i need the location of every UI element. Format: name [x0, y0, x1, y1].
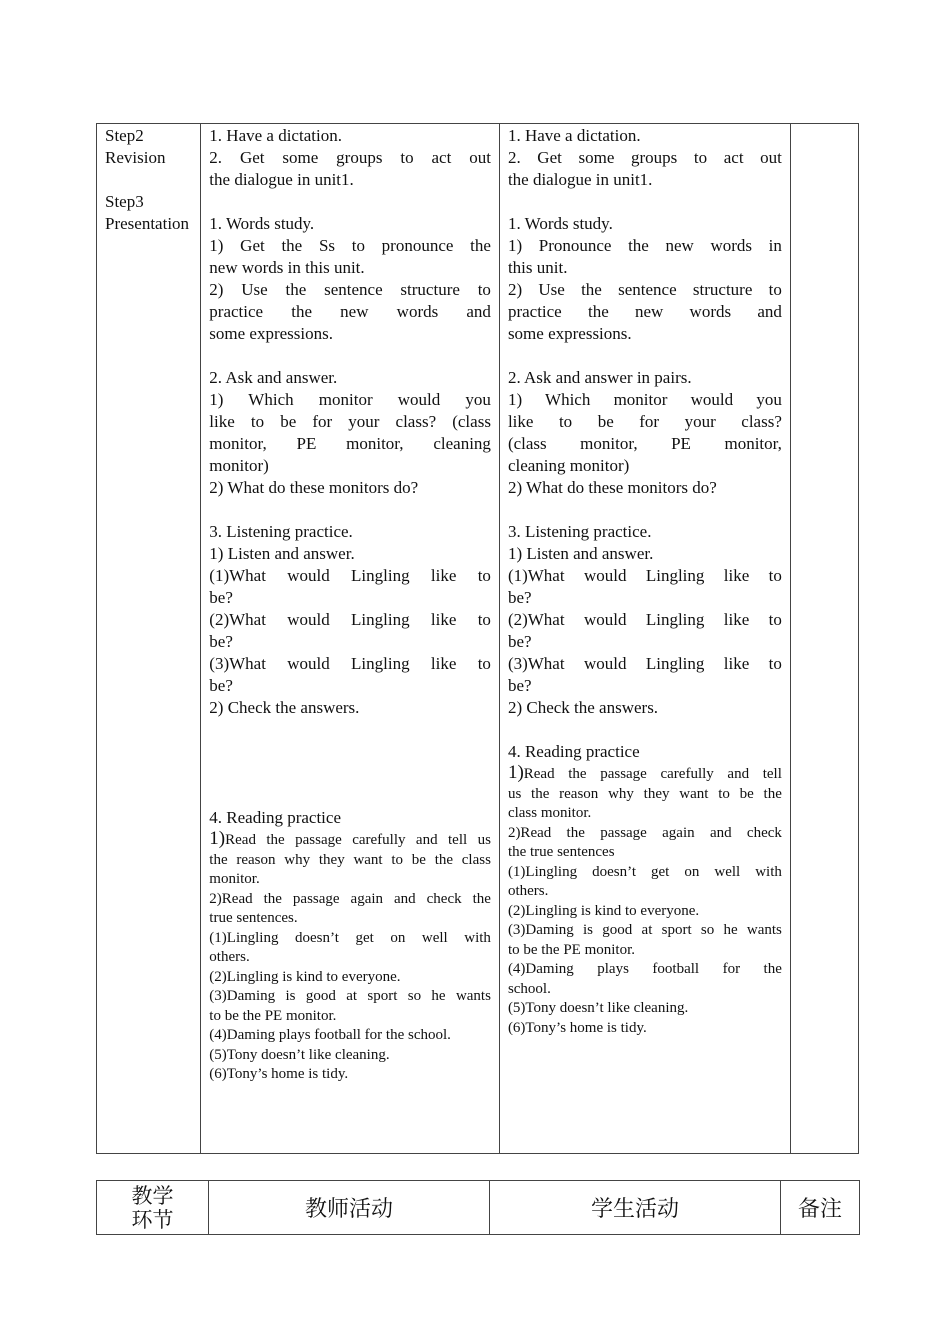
student-line: others.: [507, 883, 549, 899]
teacher-activity-cell: [201, 124, 500, 1154]
teacher-line: 1. Have a dictation.: [209, 126, 342, 145]
student-line: 2. Ask and answer in pairs.: [507, 368, 692, 387]
header-notes: 备注: [781, 1181, 860, 1235]
stage-step2: Step2: [105, 126, 144, 145]
teacher-line: some expressions.: [209, 324, 334, 343]
teacher-line: 2)Read the passage again and check the: [209, 890, 491, 907]
student-line: this unit.: [507, 258, 568, 277]
teacher-line: (4)Daming plays football for the school.: [209, 1027, 451, 1043]
student-reading-title: 4. Reading practice: [507, 742, 640, 761]
header-stage: [97, 1181, 209, 1235]
header-student-activity: 学生活动: [490, 1181, 781, 1235]
teacher-line: (2)Lingling is kind to everyone.: [209, 968, 401, 985]
teacher-line: 1) Get the Ss to pronounce the: [209, 236, 491, 255]
student-line: 2) What do these monitors do?: [507, 478, 717, 497]
teacher-line: monitor, PE monitor, cleaning: [209, 434, 491, 453]
teacher-line: be?: [209, 588, 233, 607]
student-line: the true sentences: [507, 844, 615, 860]
stage-presentation: Presentation: [105, 214, 190, 233]
teacher-line: practice the new words and: [209, 302, 491, 321]
student-line: the dialogue in unit1.: [507, 170, 653, 189]
teacher-line: the reason why they want to be the class: [209, 851, 491, 868]
teacher-line: 1) Which monitor would you: [209, 390, 491, 409]
teacher-line: (3)What would Lingling like to: [209, 654, 491, 673]
student-line: (1)Lingling doesn’t get on well with: [507, 863, 782, 880]
teacher-line: be?: [209, 676, 233, 695]
student-line: 2) Check the answers.: [507, 698, 659, 717]
student-line: 2) Use the sentence structure to: [507, 280, 782, 299]
teacher-line: 1) Listen and answer.: [209, 544, 355, 563]
student-line: 3. Listening practice.: [507, 522, 652, 541]
header-table: [96, 1180, 860, 1235]
student-line: 2. Get some groups to act out: [507, 148, 782, 167]
student-line: be?: [507, 676, 532, 695]
teacher-line: 2) Use the sentence structure to: [209, 280, 491, 299]
teacher-line: (5)Tony doesn’t like cleaning.: [209, 1046, 390, 1063]
student-line: (2)What would Lingling like to: [507, 610, 782, 629]
stage-cell: [97, 124, 201, 1154]
student-line: practice the new words and: [507, 302, 782, 321]
student-line: (1)What would Lingling like to: [507, 566, 782, 585]
teacher-line: monitor.: [209, 871, 260, 887]
student-line: to be the PE monitor.: [507, 941, 636, 958]
student-line: (2)Lingling is kind to everyone.: [507, 902, 700, 919]
student-line: like to be for your class?: [507, 412, 782, 431]
teacher-line: be?: [209, 632, 233, 651]
student-line: class monitor.: [507, 805, 592, 821]
teacher-line: new words in this unit.: [209, 258, 365, 277]
student-line: 2)Read the passage again and check: [507, 824, 782, 841]
student-line: be?: [507, 632, 532, 651]
student-line: (class monitor, PE monitor,: [507, 434, 782, 453]
student-activity-cell: [499, 124, 790, 1154]
teacher-line: true sentences.: [209, 910, 298, 926]
student-line: Read the passage carefully and tell: [523, 766, 782, 782]
student-line: (4)Daming plays football for the: [507, 961, 782, 977]
teacher-line: 2) What do these monitors do?: [209, 478, 419, 497]
teacher-line: to be the PE monitor.: [209, 1007, 337, 1024]
teacher-line: the dialogue in unit1.: [209, 170, 354, 189]
teacher-line: others.: [209, 949, 250, 965]
student-line: (6)Tony’s home is tidy.: [507, 1019, 647, 1036]
student-line: cleaning monitor): [507, 456, 630, 475]
student-line: 1) Pronounce the new words in: [507, 236, 782, 255]
teacher-line: like to be for your class? (class: [209, 412, 491, 431]
student-line: 1. Have a dictation.: [507, 126, 641, 145]
teacher-line: (1)What would Lingling like to: [209, 566, 491, 585]
header-stage-line2: 环节: [131, 1207, 174, 1232]
student-line: (3)Daming is good at sport so he wants: [507, 922, 782, 938]
stage-revision: Revision: [105, 148, 166, 167]
student-line: some expressions.: [507, 324, 632, 343]
teacher-line: 2. Ask and answer.: [209, 368, 338, 387]
teacher-line: monitor): [209, 456, 269, 475]
teacher-line: Read the passage carefully and tell us: [225, 832, 491, 848]
teacher-reading-title: 4. Reading practice: [209, 808, 341, 827]
teacher-line: (3)Daming is good at sport so he wants: [209, 988, 491, 1004]
notes-cell: [790, 124, 858, 1154]
student-line: us the reason why they want to be the: [507, 785, 782, 802]
teacher-line: 1. Words study.: [209, 214, 315, 233]
student-line: school.: [507, 980, 551, 997]
student-line: be?: [507, 588, 532, 607]
student-line: 1) Listen and answer.: [507, 544, 654, 563]
teacher-line: 2) Check the answers.: [209, 698, 360, 717]
teacher-reading-lead: 1): [209, 828, 226, 849]
student-line: (5)Tony doesn’t like cleaning.: [507, 1000, 689, 1016]
stage-step3: Step3: [105, 192, 144, 211]
student-line: 1. Words study.: [507, 214, 613, 233]
lesson-plan-table: [96, 123, 859, 1154]
student-line: 1) Which monitor would you: [507, 390, 782, 409]
header-stage-line1: 教学: [131, 1183, 174, 1208]
student-line: (3)What would Lingling like to: [507, 654, 782, 673]
teacher-line: (2)What would Lingling like to: [209, 610, 491, 629]
teacher-line: (1)Lingling doesn’t get on well with: [209, 929, 491, 946]
teacher-line: 2. Get some groups to act out: [209, 148, 491, 167]
teacher-line: 3. Listening practice.: [209, 522, 353, 541]
student-reading-lead: 1): [507, 762, 524, 783]
header-teacher-activity: 教师活动: [209, 1181, 490, 1235]
teacher-line: (6)Tony’s home is tidy.: [209, 1066, 349, 1082]
